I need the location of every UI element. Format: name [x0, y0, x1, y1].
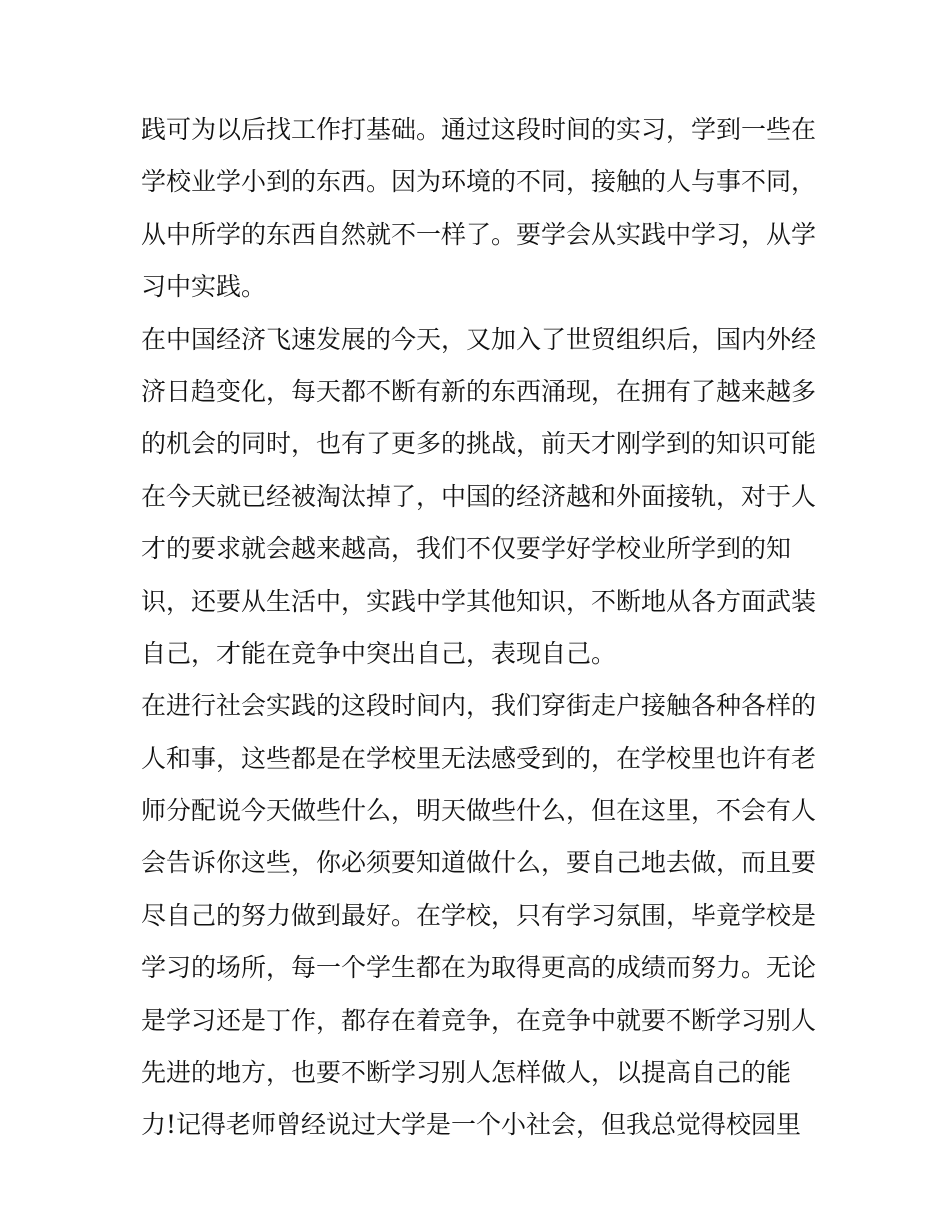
text-line-7: 的机会的同时，也有了更多的挑战，前天才刚学到的知识可能	[141, 429, 817, 459]
text-line-14: 师分配说今天做些什么，明天做些什么，但在这里，不会有人	[141, 796, 817, 826]
text-line-8: 在今天就已经被淘汰掉了，中国的经济越和外面接轨，对于人	[141, 481, 817, 511]
text-line-11: 自己，才能在竞争中突出自己，表现自己。	[141, 638, 617, 668]
text-line-2: 学校业学小到的东西。因为环境的不同，接触的人与事不同，	[141, 167, 817, 197]
text-line-16: 尽自己的努力做到最好。在学校，只有学习氛围，毕竟学校是	[141, 900, 817, 930]
text-line-18: 是学习还是丁作，都存在着竞争，在竞争中就要不断学习别人	[141, 1005, 817, 1035]
text-line-3: 从中所学的东西自然就不一样了。要学会从实践中学习，从学	[141, 219, 817, 249]
text-line-17: 学习的场所，每一个学生都在为取得更高的成绩而努力。无论	[141, 953, 817, 983]
text-line-13: 人和事，这些都是在学校里无法感受到的，在学校里也许有老	[141, 743, 817, 773]
text-line-12: 在进行社会实践的这段时间内，我们穿街走户接触各种各样的	[141, 691, 817, 721]
text-line-4: 习中实践。	[141, 272, 267, 302]
text-line-20: 力!记得老师曾经说过大学是一个小社会，但我总觉得校园里	[141, 1110, 802, 1140]
text-line-15: 会告诉你这些，你必须要知道做什么，要自己地去做，而且要	[141, 848, 817, 878]
text-line-19: 先进的地方，也要不断学习别人怎样做人，以提高自己的能	[141, 1058, 792, 1088]
text-line-9: 才的要求就会越来越高，我们不仅要学好学校业所学到的知	[141, 534, 792, 564]
text-line-10: 识，还要从生活中，实践中学其他知识，不断地从各方面武装	[141, 586, 817, 616]
body-text	[141, 104, 821, 1152]
text-line-6: 济日趋变化，每天都不断有新的东西涌现，在拥有了越来越多	[141, 376, 817, 406]
text-line-1: 践可为以后找工作打基础。通过这段时间的实习，学到一些在	[141, 115, 817, 144]
text-line-5: 在中国经济飞速发展的今天，又加入了世贸组织后，国内外经	[141, 324, 817, 354]
